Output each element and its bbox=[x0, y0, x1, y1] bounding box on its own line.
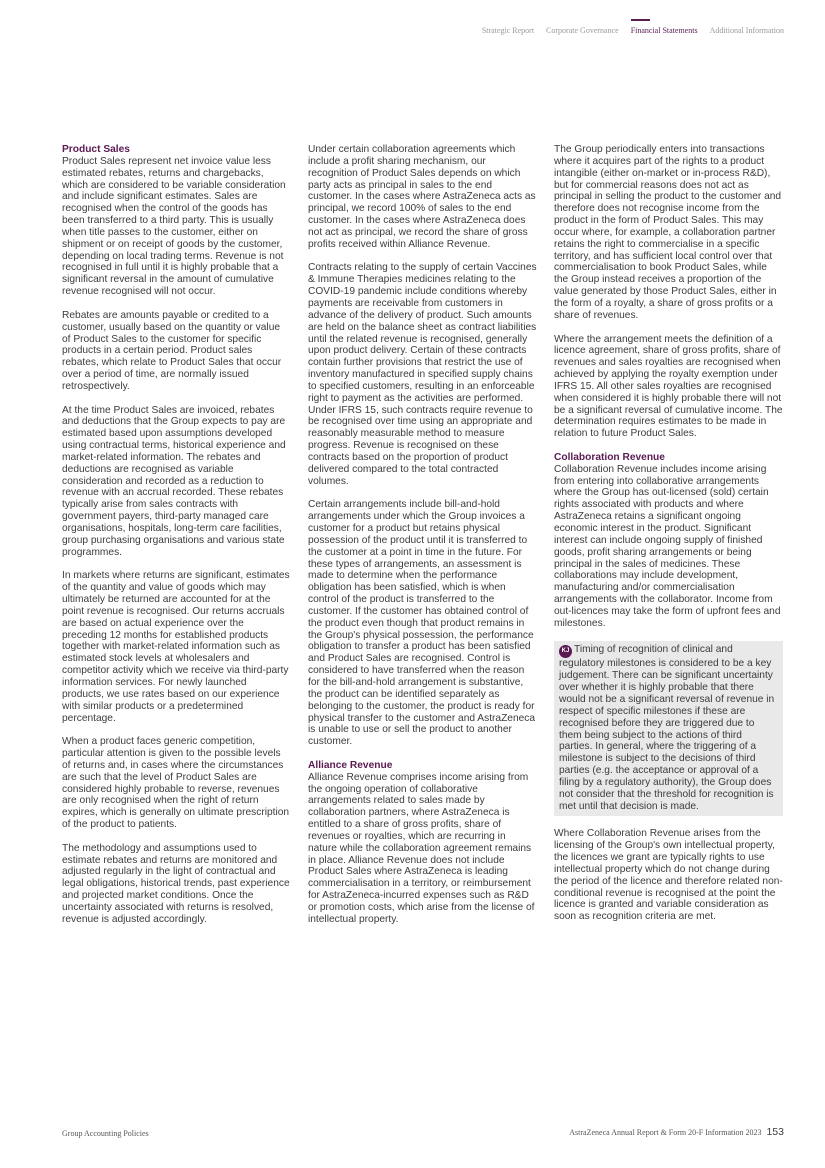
page-number: 153 bbox=[766, 1126, 784, 1138]
column-3 bbox=[554, 144, 783, 935]
nav-financial-statements[interactable]: Financial Statements bbox=[630, 26, 698, 35]
key-judgement-text: Timing of recognition of clinical and regulatory milestones is considered to be a key judgement. There can be significant uncertainty over whether it is highly probable that there would not be a significant reversal of revenue in respect of specific milestones if these are recognised before they are triggered due to them being subject to the actions of third parties. In general, where the triggering of a milestone is subject to the decisions of third parties (e.g. the acceptance or approval of a filing by a regulatory authority), the Group does not consider that the threshold for recognition is met until that decision is made. bbox=[559, 644, 775, 812]
nav-strategic-report[interactable]: Strategic Report bbox=[481, 26, 535, 35]
paragraph: Under certain collaboration agreements which include a profit sharing mechanism, our recognition of Product Sales depends on which party acts as principal in sales to the end customer. In the cases where AstraZeneca acts as principal, we record 100% of sales to the end customer. In the cases where AstraZeneca does not act as principal, we record the share of gross profits received within Alliance Revenue. bbox=[308, 144, 536, 250]
paragraph: In markets where returns are significant, estimates of the quantity and value of goods which may ultimately be returned are accounted for at the point revenue is recognised. Our returns accruals are based on actual experience over the preceding 12 months for established products together with market-related information such as estimated stock levels at wholesalers and competitor activity which we receive via third-party information services. For newly launched products, we use rates based on our experience with similar products or a predetermined percentage. bbox=[62, 570, 290, 724]
nav-additional-information[interactable]: Additional Information bbox=[709, 26, 784, 35]
paragraph: The Group periodically enters into transactions where it acquires part of the rights to a product intangible (either on-market or in-process R&D), but for commercial reasons does not act as principal in selling the product to the customer and therefore does not recognise income from the product in the form of Product Sales. This may occur where, for example, a collaboration partner retains the right to commercialise in a specific territory, and has sufficient local control over that commercialisation to book Product Sales, while the Group instead receives a proportion of the value generated by those Product Sales, either in the form of a royalty, a share of gross profits or a share of revenues. bbox=[554, 144, 782, 321]
footer-report-title: AstraZeneca Annual Report & Form 20-F Information 2023 bbox=[569, 1128, 762, 1137]
paragraph: Where the arrangement meets the definition of a licence agreement, share of gross profits, share of revenues and sales royalties are recognised when achieved by applying the royalty exemption under IFRS 15. All other sales royalties are recognised when considered it is highly probable there will not be a significant reversal of cumulative income. The determination requires estimates to be made in relation to future Product Sales. bbox=[554, 333, 783, 440]
paragraph: The methodology and assumptions used to estimate rebates and returns are monitored and adjusted regularly in the light of contractual and legal obligations, historical trends, past experience and projected market conditions. Once the uncertainty associated with returns is resolved, revenue is adjusted accordingly. bbox=[62, 842, 290, 925]
paragraph: Alliance Revenue comprises income arising from the ongoing operation of collaborative arrangements related to sales made by collaboration partners, where AstraZeneca is entitled to a share of gross profits, share of revenues or royalties, which are recurring in nature while the collaboration agreement remains in place. Alliance Revenue does not include Product Sales where AstraZeneca is leading commercialisation in a territory, or reimbursement for AstraZeneca-incurred expenses such as R&D or promotion costs, which arise from the license of intellectual property. bbox=[308, 771, 535, 925]
heading-product-sales: Product Sales bbox=[62, 144, 130, 155]
paragraph: Where Collaboration Revenue arises from the licensing of the Group's own intellectual property, the licences we grant are typically rights to use intellectual property which do not change during the period of the licence and therefore related non-conditional revenue is recognised at the point the licence is granted and variable consideration as soon as recognition criteria are met. bbox=[554, 828, 783, 923]
paragraph: Contracts relating to the supply of certain Vaccines & Immune Therapies medicines relating to the COVID-19 pandemic include conditions whereby payments are receivable from customers in advance of the delivery of product. Such amounts are held on the balance sheet as contract liabilities until the related revenue is recognised, generally upon product delivery. Certain of these contracts contain further provisions that restrict the use of inventory manufactured in specified supply chains to specified customers, resulting in an enforceable right to payment as the activities are performed. Under IFRS 15, such contracts require revenue to be recognised over time using an appropriate and reasonably measurable method to measure progress. Revenue is recognised on these contracts based on the proportion of product delivered compared to the total contracted volumes. bbox=[308, 262, 537, 487]
footer-section-title: Group Accounting Policies bbox=[62, 1129, 149, 1138]
footer-report bbox=[569, 1126, 784, 1138]
heading-collaboration-revenue: Collaboration Revenue bbox=[554, 451, 665, 463]
paragraph: Rebates are amounts payable or credited to a customer, usually based on the quantity or value of Product Sales to the customer for specific products in a certain period. Product sales rebates, which relate to Product Sales that occur over a period of time, are normally issued retrospectively. bbox=[62, 309, 282, 392]
paragraph: Product Sales represent net invoice value less estimated rebates, returns and chargebacks, which are considered to be variable consideration and include significant estimates. Sales are recognised when the control of the goods has been transferred to a third party. This is usually when title passes to the customer, either on shipment or on receipt of goods by the customer, depending on local trading terms. Revenue is not recognised in full until it is highly probable that a significant reversal in the amount of cumulative revenue recognised will not occur. bbox=[62, 155, 286, 298]
paragraph: When a product faces generic competition, particular attention is given to the possible levels of returns and, in cases where the circumstances are such that the level of Product Sales are considered highly probable to reverse, revenues are only recognised when the right of return expires, which is generally on ultimate prescription of the product to patients. bbox=[62, 736, 290, 831]
key-judgement-icon: KJ bbox=[559, 645, 572, 658]
column-2 bbox=[308, 144, 537, 938]
heading-alliance-revenue: Alliance Revenue bbox=[308, 759, 393, 771]
key-judgement-box bbox=[554, 641, 783, 816]
paragraph: Collaboration Revenue includes income arising from entering into collaborative arrangements where the Group has out-licensed (sold) certain rights associated with products and where AstraZeneca retains a significant ongoing economic interest in the product. Significant interest can include ongoing supply of finished goods, profit sharing arrangements or being principal in the sales of medicines. These collaborations may include development, manufacturing and/or commercialisation arrangements with the collaborator. Income from out-licences may take the form of upfront fees and milestones. bbox=[554, 463, 781, 629]
section-nav bbox=[470, 26, 784, 35]
paragraph: Certain arrangements include bill-and-hold arrangements under which the Group invoices a customer for a product but retains physical possession of the product until it is transferred to the customer at a point in time in the future. For these types of arrangements, an assessment is made to determine when the performance obligation has been satisfied, which is when control of the product is transferred to the customer. If the customer has obtained control of the product even though that product remains in the Group's physical possession, the performance obligation to transfer a product has been satisfied and Product Sales are recognised. Control is considered to have transferred when the reason for the bill-and-hold arrangement is substantive, the product can be identified separately as belonging to the customer, the product is ready for physical transfer to the customer and AstraZeneca is unable to use or sell the product to another customer. bbox=[308, 499, 536, 748]
paragraph: At the time Product Sales are invoiced, rebates and deductions that the Group expects to pay are estimated based upon assumptions developed using contractual terms, historical experience and market-related information. The rebates and deductions are recognised as variable consideration and recorded as a reduction to revenue with an accrual recorded. These rebates typically arise from sales contracts with government payers, third-party managed care organisations, hospitals, long-term care facilities, group purchasing organisations and various state programmes. bbox=[62, 404, 286, 558]
column-1 bbox=[62, 144, 291, 938]
nav-corporate-governance[interactable]: Corporate Governance bbox=[546, 26, 619, 35]
